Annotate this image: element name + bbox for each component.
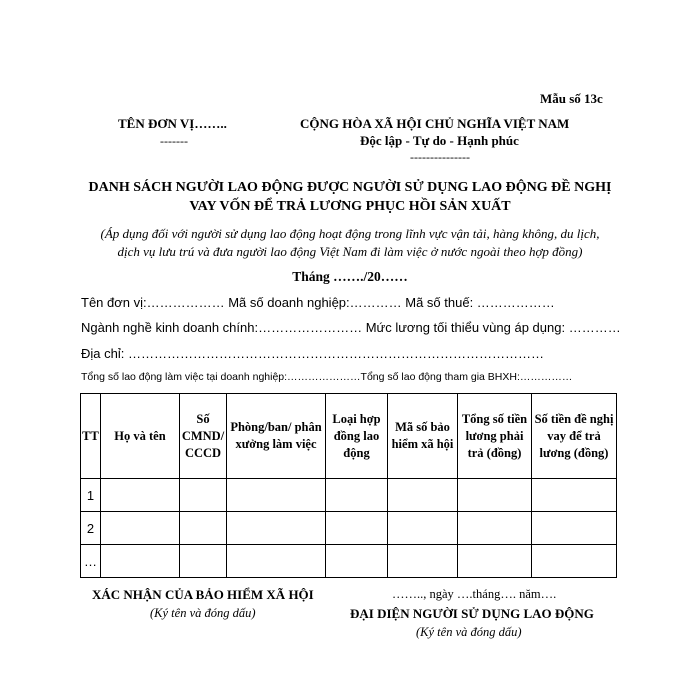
table-cell (532, 479, 617, 512)
header-contract-type: Loại hợp đồng lao động (326, 394, 388, 479)
table-cell (388, 545, 458, 578)
header-insurance-code: Mã số bảo hiểm xã hội (388, 394, 458, 479)
country-name: CỘNG HÒA XÃ HỘI CHỦ NGHĨA VIỆT NAM (300, 116, 570, 131)
table-header-row (81, 394, 617, 479)
table-cell (101, 545, 180, 578)
table-row (81, 512, 617, 545)
date-line: …….., ngày ….tháng…. năm…. (392, 587, 557, 601)
row-number: … (81, 545, 101, 578)
header-full-name: Họ và tên (101, 394, 180, 479)
row-number: 2 (81, 512, 101, 545)
row-number: 1 (81, 479, 101, 512)
insurance-signature-note: (Ký tên và đóng dấu) (150, 606, 256, 620)
table-cell (458, 545, 532, 578)
unit-name: TÊN ĐƠN VỊ…….. (118, 116, 227, 131)
table-cell (326, 479, 388, 512)
table-cell (227, 479, 326, 512)
national-motto: Độc lập - Tự do - Hạnh phúc (360, 133, 519, 148)
insurance-confirmation-title: XÁC NHẬN CỦA BẢO HIỂM XÃ HỘI (92, 587, 314, 602)
table-cell (101, 479, 180, 512)
field-unit-info: Tên đơn vị:……………… Mã số doanh nghiệp:………… Mã số thuế: ……………… (81, 295, 555, 310)
table-cell (101, 512, 180, 545)
table-cell (532, 512, 617, 545)
table-cell (326, 512, 388, 545)
document-title-line2: VAY VỐN ĐỂ TRẢ LƯƠNG PHỤC HỒI SẢN XUẤT (189, 199, 511, 214)
table-cell (180, 545, 227, 578)
table-cell (388, 479, 458, 512)
table-cell (180, 512, 227, 545)
table-cell (326, 545, 388, 578)
table-cell (227, 512, 326, 545)
table-cell (532, 545, 617, 578)
employee-table (80, 393, 617, 578)
unit-divider: ------- (160, 134, 188, 148)
document-title-line1: DANH SÁCH NGƯỜI LAO ĐỘNG ĐƯỢC NGƯỜI SỬ DỤNG LAO ĐỘNG ĐỀ NGHỊ (88, 180, 612, 195)
header-department: Phòng/ban/ phân xưởng làm việc (227, 394, 326, 479)
header-loan-amount: Số tiền đề nghị vay để trả lương (đồng) (532, 394, 617, 479)
table-cell (180, 479, 227, 512)
field-business-line: Ngành nghề kinh doanh chính:…………………… Mức lương tối thiểu vùng áp dụng: ………… (81, 320, 621, 335)
table-cell (227, 545, 326, 578)
table-cell (388, 512, 458, 545)
month-line: Tháng ……./20…… (292, 269, 408, 284)
table-row (81, 545, 617, 578)
field-employee-totals: Tổng số lao động làm việc tại doanh nghiệp:…………………Tổng số lao động tham gia BHXH:…………… (81, 371, 573, 383)
table-cell (458, 512, 532, 545)
form-code: Mẫu số 13c (540, 91, 603, 106)
field-address: Địa chỉ: …………………………………………………………………………………… (81, 346, 544, 361)
scope-note-line1: (Áp dụng đối với người sử dụng lao động hoạt động trong lĩnh vực vận tải, hàng không, du lịch, (100, 226, 600, 241)
table-cell (458, 479, 532, 512)
scope-note-line2: dịch vụ lưu trú và đưa người lao động Việt Nam đi làm việc ở nước ngoài theo hợp đồng) (117, 244, 583, 259)
table-row (81, 479, 617, 512)
header-tt: TT (81, 394, 101, 479)
employer-signature-note: (Ký tên và đóng dấu) (416, 625, 522, 639)
motto-divider: --------------- (410, 150, 470, 164)
header-total-salary: Tổng số tiền lương phải trả (đồng) (458, 394, 532, 479)
employer-representative-title: ĐẠI DIỆN NGƯỜI SỬ DỤNG LAO ĐỘNG (350, 606, 594, 621)
header-id-number: Số CMND/ CCCD (180, 394, 227, 479)
